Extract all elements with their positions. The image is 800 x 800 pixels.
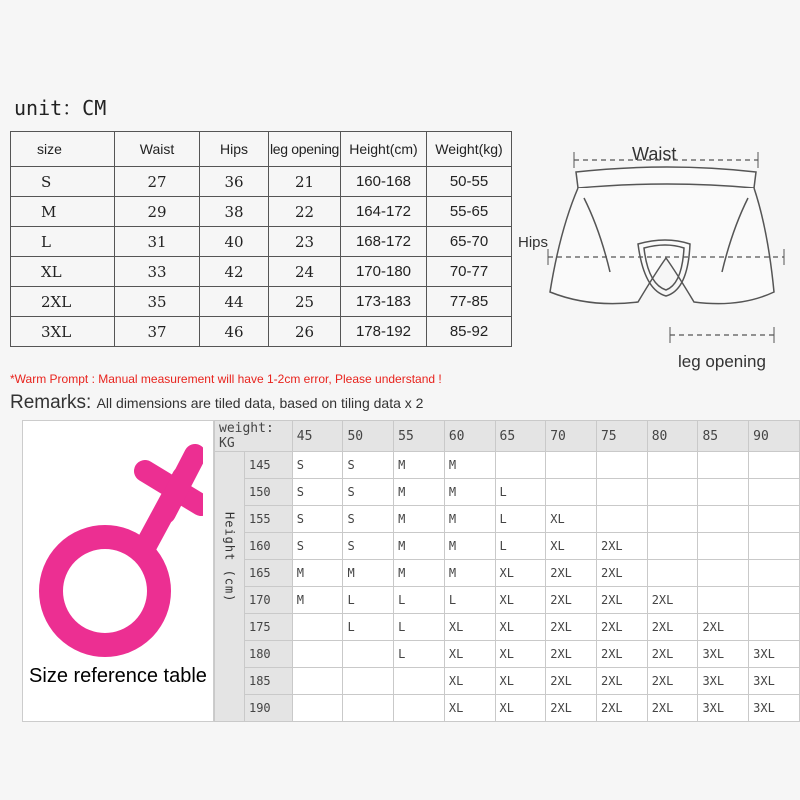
size-recommendation: S: [343, 479, 394, 506]
height-row: [215, 452, 800, 479]
size-recommendation: S: [292, 452, 343, 479]
size-table-cell: 50-55: [427, 167, 512, 197]
size-recommendation: M: [444, 479, 495, 506]
height-row: [215, 533, 800, 560]
weight-value: 85: [698, 421, 749, 452]
size-recommendation: M: [444, 560, 495, 587]
size-recommendation: [292, 641, 343, 668]
size-table-cell: 26: [269, 317, 341, 347]
shorts-diagram: [540, 140, 790, 370]
size-table-cell: 77-85: [427, 287, 512, 317]
size-table-cell: 173-183: [341, 287, 427, 317]
size-table-cell: 37: [115, 317, 200, 347]
waist-label: Waist: [632, 144, 677, 164]
size-table-cell: 25: [269, 287, 341, 317]
size-table-cell: 178-192: [341, 317, 427, 347]
size-recommendation: M: [394, 533, 445, 560]
size-recommendation: [698, 479, 749, 506]
size-recommendation: XL: [495, 695, 546, 722]
unit-label: unit：CM: [14, 96, 107, 120]
size-recommendation: S: [343, 533, 394, 560]
height-value: 145: [244, 452, 292, 479]
reference-grid: [214, 420, 800, 722]
weight-value: 45: [292, 421, 343, 452]
size-table-cell: 65-70: [427, 227, 512, 257]
size-cell: M: [11, 197, 115, 227]
size-recommendation: M: [444, 533, 495, 560]
size-recommendation: XL: [444, 695, 495, 722]
size-table-header: Waist: [115, 132, 200, 167]
size-table-cell: 170-180: [341, 257, 427, 287]
size-table-cell: 168-172: [341, 227, 427, 257]
size-table-cell: 36: [200, 167, 269, 197]
size-recommendation: M: [394, 452, 445, 479]
size-table: [10, 131, 512, 347]
size-table-row: [11, 227, 512, 257]
height-value: 165: [244, 560, 292, 587]
height-value: 155: [244, 506, 292, 533]
height-row: [215, 695, 800, 722]
size-recommendation: [647, 479, 698, 506]
size-recommendation: 2XL: [546, 641, 597, 668]
height-row: [215, 479, 800, 506]
size-table-cell: 42: [200, 257, 269, 287]
size-table-cell: 29: [115, 197, 200, 227]
size-recommendation: XL: [444, 614, 495, 641]
size-table-row: [11, 317, 512, 347]
size-table-row: [11, 197, 512, 227]
size-table-cell: 164-172: [341, 197, 427, 227]
size-table-cell: 22: [269, 197, 341, 227]
size-recommendation: [698, 533, 749, 560]
size-recommendation: L: [394, 614, 445, 641]
size-recommendation: [343, 668, 394, 695]
remarks-label: Remarks:: [10, 392, 92, 413]
size-table-cell: 27: [115, 167, 200, 197]
size-table-header: leg opening: [269, 132, 341, 167]
panel-title: Size reference table: [29, 665, 207, 687]
size-table-cell: 38: [200, 197, 269, 227]
size-recommendation: [292, 668, 343, 695]
size-recommendation: 3XL: [698, 695, 749, 722]
size-recommendation: 2XL: [596, 695, 647, 722]
weight-value: 75: [596, 421, 647, 452]
height-row: [215, 587, 800, 614]
size-recommendation: S: [343, 452, 394, 479]
size-table-cell: 23: [269, 227, 341, 257]
size-table-cell: 40: [200, 227, 269, 257]
size-recommendation: M: [444, 506, 495, 533]
leg-opening-label: leg opening: [678, 352, 766, 371]
height-value: 185: [244, 668, 292, 695]
size-recommendation: XL: [546, 506, 597, 533]
size-recommendation: [495, 452, 546, 479]
size-recommendation: [596, 452, 647, 479]
size-recommendation: [394, 668, 445, 695]
size-recommendation: [749, 614, 800, 641]
size-recommendation: L: [444, 587, 495, 614]
weight-axis-label: weight: KG: [215, 421, 293, 452]
size-recommendation: [292, 695, 343, 722]
size-table-row: [11, 257, 512, 287]
size-recommendation: L: [343, 614, 394, 641]
size-recommendation: [698, 506, 749, 533]
size-recommendation: [596, 479, 647, 506]
size-recommendation: XL: [444, 641, 495, 668]
height-value: 170: [244, 587, 292, 614]
size-cell: XL: [11, 257, 115, 287]
size-recommendation: [749, 560, 800, 587]
size-table-cell: 70-77: [427, 257, 512, 287]
size-recommendation: XL: [546, 533, 597, 560]
height-value: 180: [244, 641, 292, 668]
size-recommendation: 2XL: [698, 614, 749, 641]
height-axis-cell: [215, 452, 245, 722]
size-recommendation: 2XL: [647, 641, 698, 668]
size-recommendation: [394, 695, 445, 722]
size-recommendation: [596, 506, 647, 533]
height-axis-label: Height (cm): [222, 512, 237, 603]
size-table-cell: 46: [200, 317, 269, 347]
size-recommendation: 2XL: [596, 614, 647, 641]
weight-value: 70: [546, 421, 597, 452]
size-recommendation: [343, 641, 394, 668]
height-value: 175: [244, 614, 292, 641]
size-recommendation: 2XL: [546, 587, 597, 614]
size-recommendation: M: [394, 479, 445, 506]
size-recommendation: [546, 452, 597, 479]
size-table-header: Weight(kg): [427, 132, 512, 167]
size-recommendation: [749, 479, 800, 506]
size-recommendation: [292, 614, 343, 641]
weight-value: 90: [749, 421, 800, 452]
size-recommendation: 2XL: [546, 560, 597, 587]
size-recommendation: 2XL: [596, 533, 647, 560]
size-recommendation: [698, 587, 749, 614]
size-cell: 2XL: [11, 287, 115, 317]
size-recommendation: S: [292, 506, 343, 533]
height-row: [215, 668, 800, 695]
size-recommendation: [647, 560, 698, 587]
size-recommendation: 2XL: [647, 668, 698, 695]
size-table-header: Height(cm): [341, 132, 427, 167]
height-value: 160: [244, 533, 292, 560]
size-recommendation: 2XL: [647, 614, 698, 641]
size-recommendation: [343, 695, 394, 722]
size-recommendation: L: [495, 479, 546, 506]
size-recommendation: 2XL: [596, 668, 647, 695]
size-recommendation: 2XL: [546, 695, 597, 722]
size-recommendation: XL: [495, 668, 546, 695]
size-table-cell: 35: [115, 287, 200, 317]
size-recommendation: S: [292, 479, 343, 506]
size-table-row: [11, 167, 512, 197]
size-recommendation: L: [394, 587, 445, 614]
size-recommendation: M: [394, 506, 445, 533]
size-recommendation: M: [444, 452, 495, 479]
size-cell: L: [11, 227, 115, 257]
size-recommendation: 3XL: [698, 641, 749, 668]
size-table-header: size: [11, 132, 115, 167]
height-value: 190: [244, 695, 292, 722]
size-table-cell: 160-168: [341, 167, 427, 197]
size-recommendation: [749, 452, 800, 479]
size-recommendation: XL: [495, 560, 546, 587]
size-recommendation: [749, 533, 800, 560]
size-recommendation: XL: [495, 641, 546, 668]
size-recommendation: M: [394, 560, 445, 587]
size-recommendation: 2XL: [546, 668, 597, 695]
remarks-text: All dimensions are tiled data, based on tiling data x 2: [96, 395, 424, 411]
size-recommendation: L: [495, 506, 546, 533]
size-recommendation: L: [343, 587, 394, 614]
height-row: [215, 506, 800, 533]
weight-value: 80: [647, 421, 698, 452]
size-recommendation: XL: [444, 668, 495, 695]
remarks: [10, 392, 423, 414]
size-cell: S: [11, 167, 115, 197]
size-recommendation: 2XL: [647, 695, 698, 722]
size-table-header-row: [11, 132, 512, 167]
size-table-header: Hips: [200, 132, 269, 167]
size-recommendation: XL: [495, 587, 546, 614]
female-symbol-icon: [33, 433, 203, 663]
size-recommendation: [546, 479, 597, 506]
size-recommendation: M: [292, 560, 343, 587]
weight-value: 55: [394, 421, 445, 452]
size-recommendation: [647, 533, 698, 560]
size-table-cell: 31: [115, 227, 200, 257]
size-recommendation: 2XL: [647, 587, 698, 614]
height-row: [215, 560, 800, 587]
height-row: [215, 614, 800, 641]
size-recommendation: [647, 506, 698, 533]
size-recommendation: L: [495, 533, 546, 560]
size-recommendation: XL: [495, 614, 546, 641]
size-recommendation: [749, 506, 800, 533]
size-table-cell: 21: [269, 167, 341, 197]
size-table-cell: 55-65: [427, 197, 512, 227]
weight-value: 65: [495, 421, 546, 452]
size-cell: 3XL: [11, 317, 115, 347]
height-value: 150: [244, 479, 292, 506]
weight-value: 60: [444, 421, 495, 452]
size-recommendation: S: [292, 533, 343, 560]
size-recommendation: 2XL: [546, 614, 597, 641]
size-table-cell: 24: [269, 257, 341, 287]
size-recommendation: [647, 452, 698, 479]
size-recommendation: [698, 560, 749, 587]
size-table-cell: 33: [115, 257, 200, 287]
size-table-cell: 85-92: [427, 317, 512, 347]
size-recommendation: [698, 452, 749, 479]
size-recommendation: 2XL: [596, 587, 647, 614]
size-table-row: [11, 287, 512, 317]
size-table-cell: 44: [200, 287, 269, 317]
reference-panel: [22, 420, 214, 722]
size-recommendation: M: [343, 560, 394, 587]
size-recommendation: S: [343, 506, 394, 533]
weight-header-row: [215, 421, 800, 452]
size-recommendation: 3XL: [698, 668, 749, 695]
size-recommendation: M: [292, 587, 343, 614]
height-row: [215, 641, 800, 668]
size-recommendation: 2XL: [596, 560, 647, 587]
size-recommendation: L: [394, 641, 445, 668]
size-recommendation: 2XL: [596, 641, 647, 668]
weight-value: 50: [343, 421, 394, 452]
size-recommendation: 3XL: [749, 641, 800, 668]
size-recommendation: 3XL: [749, 668, 800, 695]
size-recommendation: 3XL: [749, 695, 800, 722]
warning-note: *Warm Prompt : Manual measurement will have 1-2cm error, Please understand !: [10, 372, 442, 386]
hips-label: Hips: [518, 234, 549, 251]
size-recommendation: [749, 587, 800, 614]
